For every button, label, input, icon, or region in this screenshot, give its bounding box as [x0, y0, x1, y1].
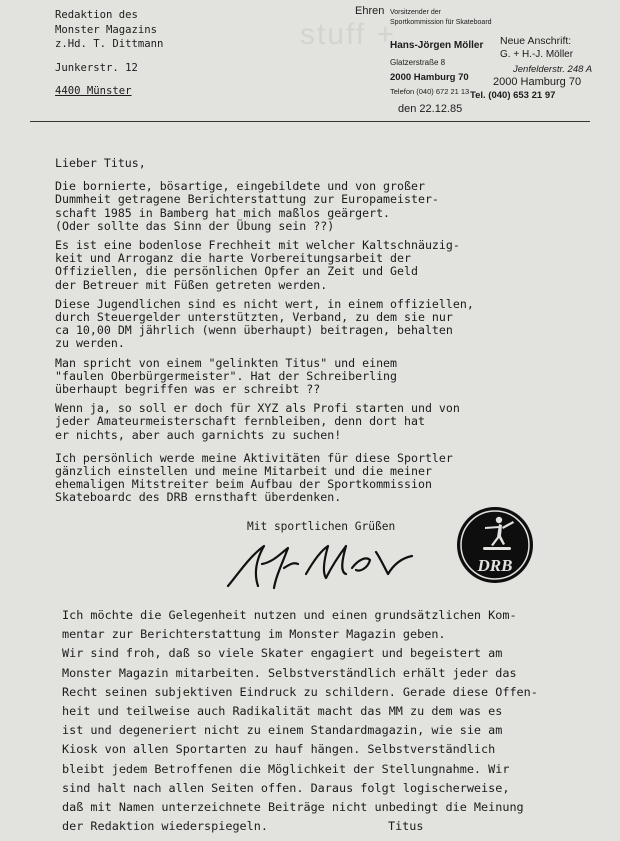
new-address-phone: Tel. (040) 653 21 97 — [470, 90, 556, 101]
handwritten-signature — [218, 534, 428, 596]
paragraph — [55, 298, 575, 351]
letter-body — [55, 157, 575, 511]
note-line: heit und teilweise auch Radikalität macht das MM zu dem was es — [62, 704, 503, 719]
letterhead-name: Hans-Jörgen Möller — [390, 40, 484, 51]
text-line: Diese Jugendlichen sind es nicht wert, in einem offiziellen, — [55, 296, 474, 311]
letterhead-street: Glatzerstraße 8 — [390, 58, 446, 67]
note-line: Ich möchte die Gelegenheit nutzen und einen grundsätzlichen Kom- — [62, 608, 517, 622]
bleed-through-text: stuff + — [300, 18, 397, 51]
logo-text: DRB — [477, 556, 513, 575]
editor-signature: Titus — [387, 819, 424, 834]
text-line: Es ist eine bodenlose Frechheit mit welcher Kaltschnäuzig- — [55, 238, 460, 253]
text-line: ehemaligen Mitstreiter beim Aufbau der Sportkommission — [55, 477, 432, 492]
note-line: Recht seinen subjektiven Eindruck zu schildern. Gerade diese Offen- — [62, 684, 538, 699]
recipient-address — [55, 8, 163, 99]
text-line: schaft 1985 in Bamberg hat mich maßlos geärgert. — [55, 205, 391, 220]
letter-date: den 22.12.85 — [398, 103, 463, 115]
note-line: Kiosk von allen Sportarten zu hauf hängen. Selbstverständlich — [62, 742, 496, 757]
address-street: Junkerstr. 12 — [55, 61, 138, 74]
text-line: durch Steuergelder unterstützten, Verband, zu dem sie nur — [55, 310, 453, 325]
note-line: ist und degeneriert nicht zu einem Standardmagazin, wie sie am — [62, 723, 503, 738]
text-line: zu werden. — [55, 336, 125, 351]
letterhead-prefix: Ehren — [355, 5, 385, 17]
new-address-city: 2000 Hamburg 70 — [493, 76, 582, 88]
note-line: daß mit Namen unterzeichnete Beiträge nicht unbedingt die Meinung — [62, 800, 524, 815]
text-line: Wenn ja, so soll er doch für XYZ als Profi starten und von — [55, 401, 460, 416]
new-address-label: Neue Anschrift: — [500, 35, 572, 47]
paragraph — [55, 180, 575, 233]
note-line-text: der Redaktion wiederspiegeln. — [62, 819, 268, 834]
letterhead-title: Sportkommission für Skateboard — [390, 19, 492, 26]
text-line: er nichts, aber auch garnichts zu suchen! — [55, 427, 342, 442]
text-line: keit und Arroganz die harte Vorbereitungsarbeit der — [55, 251, 411, 266]
text-line: (Oder sollte das Sinn der Übung sein ??) — [55, 218, 335, 233]
text-line: gänzlich einstellen und meine Mitarbeit und die meiner — [55, 464, 432, 479]
letterhead-phone: Telefon (040) 672 21 13 — [390, 87, 470, 96]
address-city: 4400 Münster — [55, 85, 132, 97]
letterhead-title: Vorsitzender der — [390, 9, 441, 16]
note-line: bleibt jedem Betroffenen die Möglichkeit der Stellungnahme. Wir — [62, 761, 510, 776]
text-line: Die bornierte, bösartige, eingebildete und von großer — [55, 179, 425, 194]
text-line: ca 10,00 DM jährlich (wenn überhaupt) beitragen, behalten — [55, 323, 453, 338]
drb-logo — [455, 505, 535, 585]
text-line: "faulen Oberbürgermeister". Hat der Schreiberling — [55, 368, 398, 383]
editor-note — [62, 606, 582, 836]
text-line: der Betreuer mit Füßen getreten werden. — [55, 277, 328, 292]
header-divider — [30, 121, 590, 122]
paragraph — [55, 357, 575, 397]
text-line: Man spricht von einem "gelinkten Titus" und einem — [55, 355, 398, 370]
note-line: sind halt nach allen Seiten offen. Daraus folgt logischerweise, — [62, 780, 510, 795]
note-line: Wir sind froh, daß so viele Skater engagiert und begeistert am — [62, 646, 503, 661]
text-line: Ich persönlich werde meine Aktivitäten für diese Sportler — [55, 450, 453, 465]
text-line: Skateboardc des DRB ernsthaft überdenken. — [55, 490, 342, 505]
text-line: jeder Amateurmeisterschaft fernbleiben, denn dort hat — [55, 414, 425, 429]
new-address-name: G. + H.-J. Möller — [500, 49, 574, 60]
text-line: Offiziellen, die persönlichen Opfer an Zeit und Geld — [55, 264, 418, 279]
text-line: Dummheit getragene Berichterstattung zur Europameister- — [55, 192, 439, 207]
address-line: Monster Magazins — [55, 23, 158, 36]
text-line: überhaupt begriffen was er schreibt ?? — [55, 382, 321, 397]
new-address-street: Jenfelderstr. 248 A — [513, 64, 593, 75]
closing: Mit sportlichen Grüßen — [247, 520, 396, 533]
letterhead-city: 2000 Hamburg 70 — [390, 72, 469, 83]
address-line: Redaktion des — [55, 9, 138, 21]
address-line: z.Hd. T. Dittmann — [55, 38, 164, 50]
note-line — [62, 817, 582, 836]
note-line: Monster Magazin mitarbeiten. Selbstverständlich erhält jeder das — [62, 665, 517, 680]
paragraph — [55, 402, 575, 442]
note-line: mentar zur Berichterstattung im Monster Magazin geben. — [62, 627, 446, 642]
salutation: Lieber Titus, — [55, 156, 146, 170]
paragraph — [55, 239, 575, 292]
paragraph — [55, 452, 575, 505]
